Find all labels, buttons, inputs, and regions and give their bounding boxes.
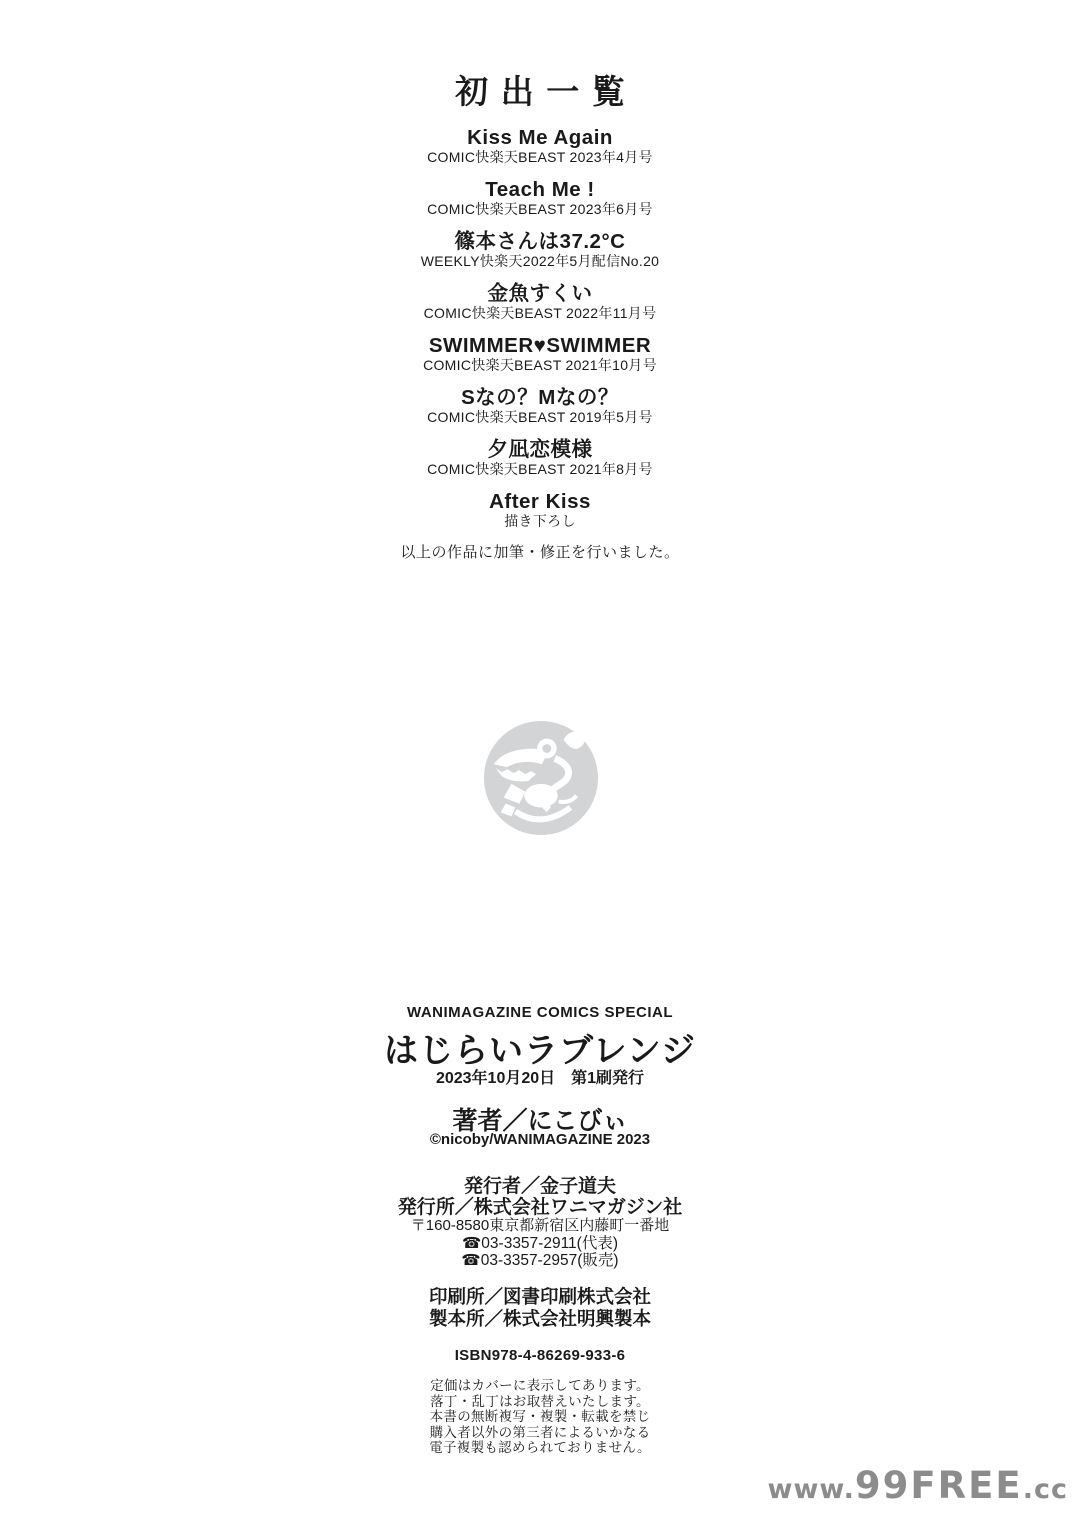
work-source: COMIC快楽天BEAST 2022年11月号 [423,305,657,321]
publication-entry [0,283,1080,322]
wanimagazine-crocodile-logo [482,719,600,837]
book-title: はじらいラブレンジ [384,1032,696,1070]
work-source: WEEKLY快楽天2022年5月配信No.20 [420,253,660,269]
first-publication-title: 初出一覧 [455,73,638,110]
series-label: WANIMAGAZINE COMICS SPECIAL [406,1004,673,1021]
work-title: After Kiss [489,490,591,513]
watermark-cc: .cc [1022,1474,1068,1505]
notice-line: 電子複製も認められておりません。 [429,1440,651,1456]
copyright-line: ©nicoby/WANIMAGAZINE 2023 [429,1131,651,1148]
publication-entry [0,179,1080,218]
work-source: COMIC快楽天BEAST 2023年4月号 [427,149,653,165]
watermark-free: FREE [910,1464,1023,1507]
publisher-person: 発行者／金子道夫 [463,1176,616,1197]
work-source: COMIC快楽天BEAST 2021年10月号 [423,357,657,373]
work-source: COMIC快楽天BEAST 2019年5月号 [427,409,653,425]
revision-note: 以上の作品に加筆・修正を行いました。 [400,544,680,561]
work-title: 夕凪恋模様 [487,438,593,461]
site-watermark [768,1463,1068,1516]
legal-notices [0,1378,1080,1456]
work-title: 篠本さんは37.2°C [454,230,626,253]
watermark-www: www. [767,1474,855,1505]
print-date: 2023年10月20日 第1刷発行 [435,1070,645,1087]
printer-line: 印刷所／図書印刷株式会社 [428,1286,651,1307]
phone-sales: ☎03-3357-2957(販売) [461,1252,619,1269]
notice-line: 本書の無断複写・複製・転載を禁じ [429,1409,651,1425]
isbn: ISBN978-4-86269-933-6 [454,1347,626,1364]
phone-main: ☎03-3357-2911(代表) [461,1235,618,1252]
work-title: SWIMMER♥SWIMMER [428,334,652,357]
watermark-99: 99 [854,1464,911,1507]
notice-line: 定価はカバーに表示してあります。 [430,1378,650,1393]
publication-entry [0,127,1080,166]
work-title: Kiss Me Again [467,126,613,149]
work-title: 金魚すくい [487,282,593,305]
notice-line: 購入者以外の第三者によるいかなる [429,1424,651,1440]
publication-entry [0,491,1080,530]
publication-entry [0,439,1080,478]
notice-line: 落丁・乱丁はお取替えいたします。 [430,1393,650,1409]
work-title: Teach Me ! [485,178,595,201]
work-source: 描き下ろし [504,513,576,529]
publication-entry [0,387,1080,426]
publication-entry [0,335,1080,374]
work-source: COMIC快楽天BEAST 2023年6月号 [427,201,653,217]
author-line: 著者／にこびぃ [452,1107,628,1135]
first-publication-list [0,127,1080,543]
work-source: COMIC快楽天BEAST 2021年8月号 [427,461,653,477]
publisher-address: 〒160-8580東京都新宿区内藤町一番地 [410,1217,670,1234]
work-title: Sなの？Mなの？ [461,386,619,409]
binder-line: 製本所／株式会社明興製本 [428,1308,651,1329]
publication-entry [0,231,1080,270]
publisher-company: 発行所／株式会社ワニマガジン社 [397,1197,683,1218]
